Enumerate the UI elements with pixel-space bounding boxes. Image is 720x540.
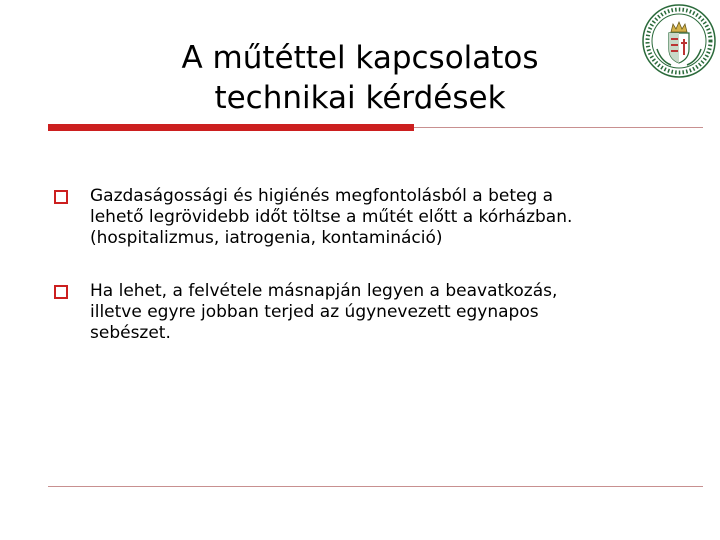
footer-rule — [48, 486, 703, 487]
title-line-2: technikai kérdések — [214, 80, 506, 116]
university-seal-icon — [641, 3, 717, 79]
bullet-text — [90, 186, 694, 249]
bullet-line: lehető legrövidebb időt töltse a műtét előtt a kórházban. — [90, 207, 573, 227]
bullet-line: Gazdaságossági és higiénés megfontolásból a beteg a — [90, 186, 554, 206]
bullet-item — [54, 186, 694, 249]
header-accent-bar — [48, 124, 414, 131]
bullet-item — [54, 281, 694, 344]
bullet-list — [54, 186, 694, 376]
bullet-line: (hospitalizmus, iatrogenia, kontamináció) — [90, 228, 443, 248]
hollow-square-bullet-icon — [54, 190, 68, 204]
slide-title — [110, 38, 610, 118]
bullet-text — [90, 281, 694, 344]
bullet-line: Ha lehet, a felvétele másnapján legyen a beavatkozás, — [90, 281, 558, 301]
bullet-line: illetve egyre jobban terjed az úgynevezett egynapos — [90, 302, 539, 322]
hollow-square-bullet-icon — [54, 285, 68, 299]
bullet-line: sebészet. — [90, 323, 171, 343]
title-line-1: A műtéttel kapcsolatos — [181, 40, 539, 76]
